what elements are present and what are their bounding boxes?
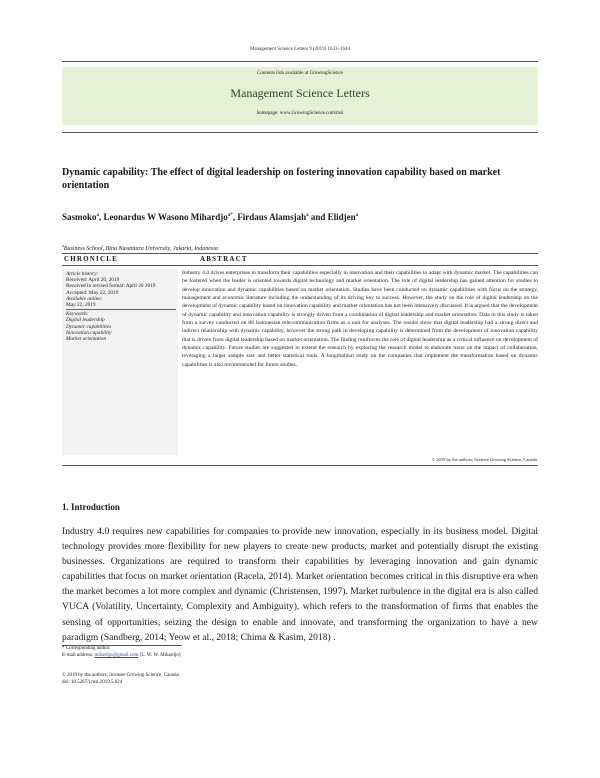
email-footnote xyxy=(62,653,362,660)
revised-date: Received in revised format: April 20 2019 xyxy=(66,283,156,290)
available-online-label: Available online: xyxy=(66,295,103,302)
journal-name: Management Science Letters xyxy=(230,86,370,100)
introduction-paragraph: Industry 4.0 requires new capabilities for companies to provide new innovation, especially in its business model. Digital technology provides more flexibility for new players to create new products, market and potentially disrupt the existing businesses. Organizations are required to transform their capabilities by leveraging innovation and gain dynamic capabilities that focus on market orientation (Racela, 2014). Market orientation becomes critical in this disruptive era when the market becomes a lot more complex and dynamic (Christensen, 1997). Market turbulence in the digital era is also called VUCA (Volatility, Uncertainty, Complexity and Ambiguity), which refers to the transformation of firms that enables the sensing of opportunities, seizing the design to enable and innovate, and transforming the organization to have a new paradigm (Sandberg, 2014; Yeow et al., 2018; Chima & Kasim, 2018) . xyxy=(62,526,538,643)
author-name: Leonardus W Wasono Mihardjo xyxy=(103,212,228,222)
keywords-label: Keywords: xyxy=(66,311,89,318)
corresponding-author-note: * Corresponding author. xyxy=(62,646,111,651)
author-affiliation-mark: a xyxy=(96,213,100,218)
doi-line: doi: 10.5267/j.msl.2019.5.024 xyxy=(62,680,123,685)
author-separator: , xyxy=(232,212,238,222)
keyword: Dynamic capabilities xyxy=(66,323,112,330)
keyword: Innovation capability xyxy=(66,329,112,336)
author-separator: , xyxy=(99,212,104,222)
abstract-bottom-rule xyxy=(62,465,538,466)
chronicle-heading: CHRONICLE xyxy=(64,255,118,263)
paper-title: Dynamic capability: The effect of digital leadership on fostering innovation capability based on market orientation xyxy=(62,167,501,191)
contents-available-line: Contents lists available at GrowingScience xyxy=(257,71,343,76)
author-name: Sasmoko xyxy=(62,212,97,222)
chronicle-top-rule xyxy=(62,253,538,254)
author-affiliation-mark: a* xyxy=(227,213,233,218)
received-date: Received: April 20, 2019 xyxy=(66,277,120,284)
keywords-divider xyxy=(66,309,176,310)
email-label: E-mail address: xyxy=(62,653,95,658)
keyword: Market orientation xyxy=(66,336,107,343)
article-info-box xyxy=(62,269,178,455)
chronicle-bottom-rule xyxy=(62,265,538,266)
author-name: Elidjen xyxy=(327,212,356,222)
available-online-date: May 22, 2019 xyxy=(66,302,96,309)
email-owner: (L. W. W. Mihardjo) xyxy=(138,653,181,658)
accepted-date: Accepted: May 22, 2019 xyxy=(66,289,119,296)
affiliation-text: Business School, Bina Nusantara University, Jakarta, Indonesia xyxy=(63,246,218,252)
journal-masthead xyxy=(62,67,538,125)
author-list xyxy=(62,212,538,222)
running-head: Management Science Letters 9 (2019) 1633–1644 xyxy=(249,47,351,52)
top-divider xyxy=(62,61,538,62)
author-affiliation-mark: a xyxy=(355,213,359,218)
abstract-text: Industry 4.0 drives enterprises to transform their capabilities especially in innovation and their capabilities to adapt with dynamic market. The capabilities can be fostered when the leader is oriented towards digital technology and market orientation. The role of digital leadership has gained attention for studies to develop innovation and dynamic capabilities based on market orientation. Studies have been conducted on dynamic capabilities with focus on the strategy, management and economic literature including the understanding of its driving key to success. However, the study on the role of digital leadership on the development of dynamic capability based on innovation capability and market orientation has not been intensively discussed. It is argued that the development of dynamic capability and innovation capability is strongly driven from a combination of digital leadership and market orientation. Data in this study is taken from a survey conducted on 88 Indonesian telecommunication firms as a unit for analyses. The results show that digital leadership had a strong direct and indirect relationship with dynamic capability, however the strong path in developing capability is determined from the development of innovation capability that is driven from digital leadership based on market orientation. The finding reinforces the role of digital leadership as a critical influence on development of dynamic capability. Future studies are suggested to extend the research by exploring the research model to elaborate more on the impact of collaboration, leveraging a larger sample size and better statistical tools. A longitudinal study on the companies that implement the transformation based on dynamic capabilities is also recommended for future studies. xyxy=(182,270,538,368)
section-heading-introduction: 1. Introduction xyxy=(62,502,120,512)
abstract-copyright: © 2019 by the authors; licensee Growing Science, Canada. xyxy=(431,457,538,462)
author-separator: and xyxy=(308,212,328,222)
footer-copyright: © 2019 by the authors; licensee Growing Science, Canada xyxy=(62,673,179,678)
affiliation xyxy=(62,243,538,252)
masthead-divider xyxy=(62,132,538,133)
author-email-link[interactable]: mihardjo@gmail.com xyxy=(94,653,139,658)
journal-homepage: homepage: www.GrowingScience.com/msl xyxy=(256,111,344,116)
author-affiliation-mark: a xyxy=(306,213,309,218)
abstract-heading: ABSTRACT xyxy=(200,255,248,263)
author-name: Firdaus Alamsjah xyxy=(237,212,307,222)
keyword: Digital leadership xyxy=(66,317,105,324)
article-history-label: Article history: xyxy=(66,271,99,277)
affiliation-mark: a xyxy=(62,243,64,248)
